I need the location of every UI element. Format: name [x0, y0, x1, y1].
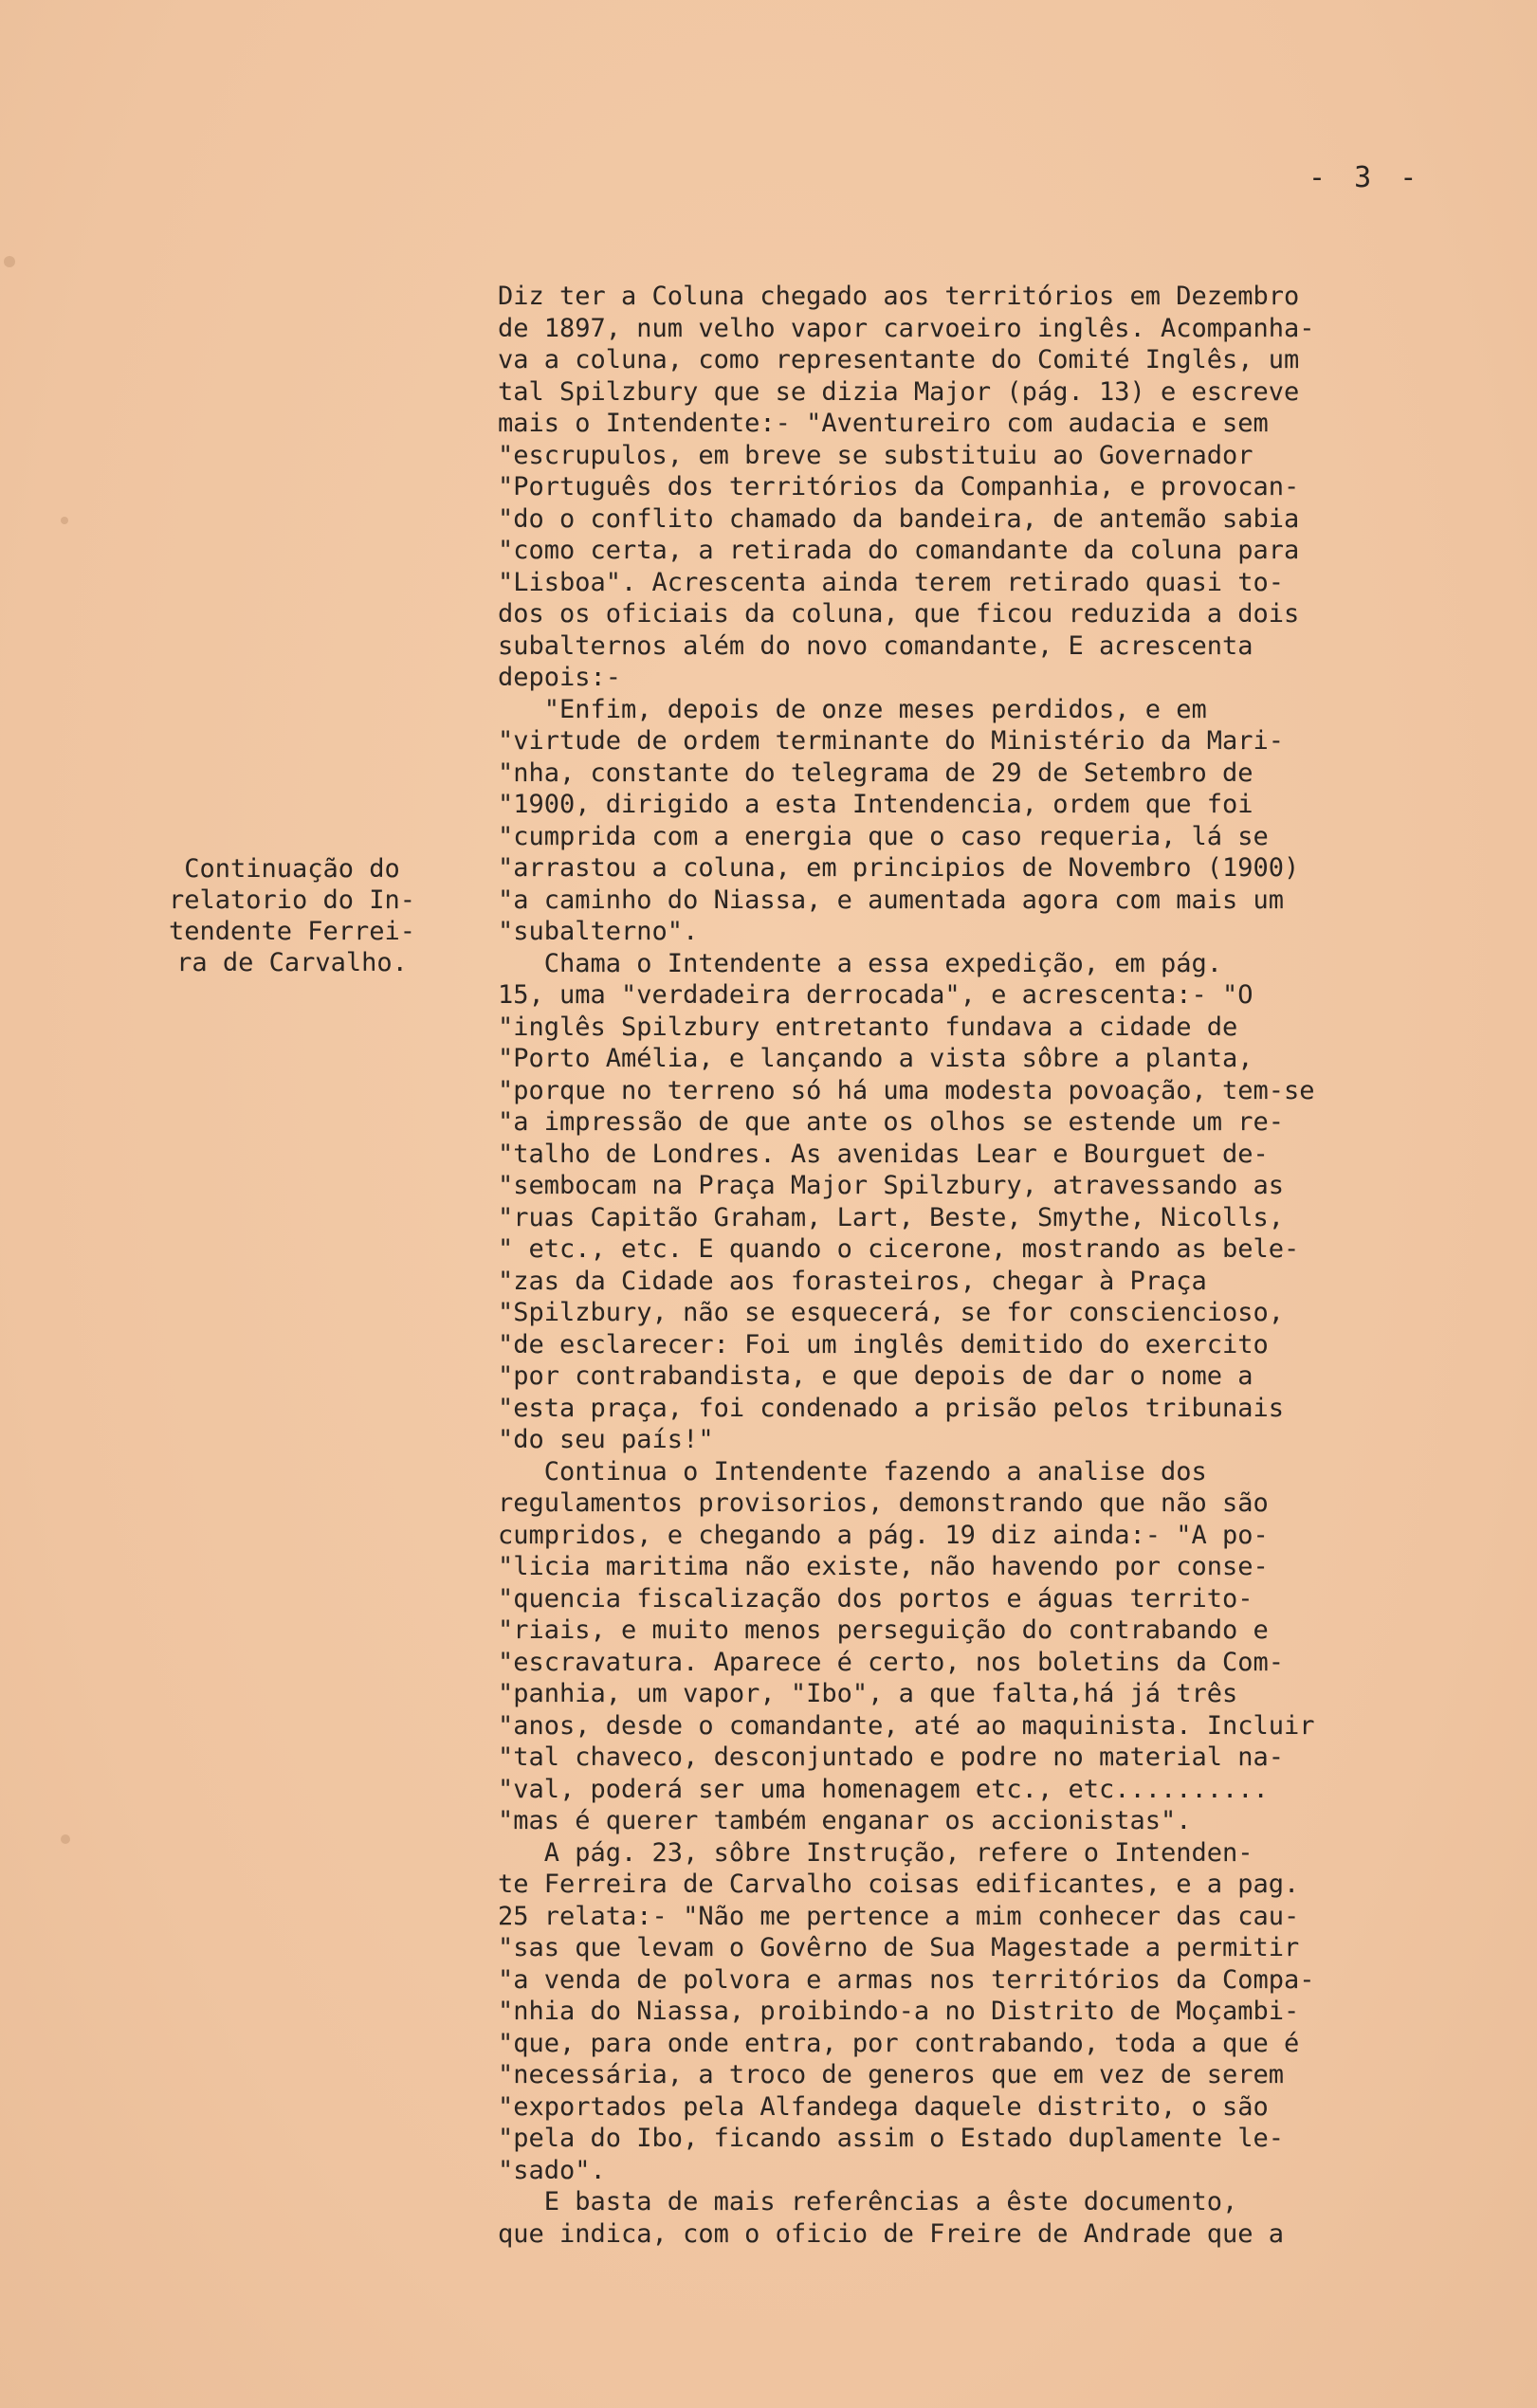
text-line: "por contrabandista, e que depois de dar o nome a — [498, 1361, 1253, 1391]
text-line: tal Spilzbury que se dizia Major (pág. 13) e escreve — [498, 376, 1300, 407]
text-line: "nha, constante do telegrama de 29 de Setembro de — [498, 757, 1253, 788]
text-line: 15, uma "verdadeira derrocada", e acrescenta:- "O — [498, 980, 1253, 1010]
text-line: "licia maritima não existe, não havendo por conse- — [498, 1552, 1269, 1581]
punch-hole-mark — [4, 256, 15, 267]
text-line: "Spilzbury, não se esquecerá, se for consciencioso, — [498, 1298, 1285, 1327]
text-line: regulamentos provisorios, demonstrando que não são — [498, 1488, 1269, 1518]
text-line: Chama o Intendente a essa expedição, em pág. — [498, 948, 1223, 978]
text-line: "esta praça, foi condenado a prisão pelos tribunais — [498, 1393, 1285, 1423]
text-line: "1900, dirigido a esta Intendencia, ordem que foi — [498, 790, 1253, 819]
text-line: 25 relata:- "Não me pertence a mim conhecer das cau- — [498, 1901, 1300, 1931]
text-line: "Porto Amélia, e lançando a vista sôbre a planta, — [498, 1044, 1253, 1073]
text-line: "ruas Capitão Graham, Lart, Beste, Smythe, Nicolls, — [498, 1202, 1285, 1232]
text-line: "de esclarecer: Foi um inglês demitido do exercito — [498, 1329, 1269, 1359]
text-line: "virtude de ordem terminante do Ministério da Mari- — [498, 726, 1285, 756]
text-line: "zas da Cidade aos forasteiros, chegar à Praça — [498, 1266, 1207, 1296]
text-line: "a venda de polvora e armas nos territórios da Compa- — [498, 1964, 1315, 1995]
text-line: "nhia do Niassa, proibindo-a no Distrito de Moçambi- — [498, 1997, 1300, 2026]
text-line: "que, para onde entra, por contrabando, toda a que é — [498, 2028, 1300, 2058]
punch-hole-mark — [61, 1834, 70, 1844]
page-number: - 3 - — [1308, 161, 1423, 194]
text-line: "Português dos territórios da Companhia, e provocan- — [498, 472, 1300, 502]
text-line: "Enfim, depois de onze meses perdidos, e em — [498, 694, 1207, 724]
text-line: "escrupulos, em breve se substituiu ao Governador — [498, 440, 1253, 470]
text-line: "cumprida com a energia que o caso requeria, lá se — [498, 821, 1269, 851]
text-line: de 1897, num velho vapor carvoeiro inglês. Acompanha- — [498, 313, 1315, 343]
text-line: "sas que levam o Govêrno de Sua Magestade a permitir — [498, 1933, 1300, 1962]
text-line: "do seu país!" — [498, 1425, 714, 1454]
punch-hole-mark — [61, 517, 68, 524]
text-line: "mas é querer também enganar os accionistas". — [498, 1806, 1192, 1835]
text-line: E basta de mais referências a êste documento, — [498, 2187, 1238, 2216]
text-line: "quencia fiscalização dos portos e águas territo- — [498, 1583, 1253, 1614]
text-line: A pág. 23, sôbre Instrução, refere o Intenden- — [498, 1837, 1253, 1868]
text-line: "riais, e muito menos perseguição do contrabando e — [498, 1615, 1269, 1645]
text-line: "sado". — [498, 2155, 606, 2185]
text-line: "escravatura. Aparece é certo, nos boletins da Com- — [498, 1647, 1285, 1677]
text-line: "subalterno". — [498, 917, 699, 946]
text-line: dos os oficiais da coluna, que ficou reduzida a dois — [498, 599, 1300, 629]
text-line: "anos, desde o comandante, até ao maquinista. Incluir — [498, 1710, 1315, 1741]
text-line: "arrastou a coluna, em principios de Novembro (1900) — [498, 853, 1300, 883]
body-text — [498, 281, 1503, 2250]
text-line: "porque no terreno só há uma modesta povoação, tem-se — [498, 1075, 1315, 1105]
text-line: Diz ter a Coluna chegado aos territórios em Dezembro — [498, 282, 1300, 311]
text-line: "a caminho do Niassa, e aumentada agora com mais um — [498, 885, 1285, 915]
text-line: "panhia, um vapor, "Ibo", a que falta,há já três — [498, 1679, 1238, 1708]
text-line: Continua o Intendente fazendo a analise dos — [498, 1456, 1207, 1487]
text-line: "como certa, a retirada do comandante da coluna para — [498, 536, 1300, 565]
text-line: va a coluna, como representante do Comité Inglês, um — [498, 345, 1300, 374]
text-line: "exportados pela Alfandega daquele distrito, o são — [498, 2091, 1269, 2122]
text-line: "a impressão de que ante os olhos se estende um re- — [498, 1107, 1285, 1137]
text-line: "val, poderá ser uma homenagem etc., etc.......... — [498, 1774, 1269, 1804]
text-line: "sembocam na Praça Major Spilzbury, atravessando as — [498, 1171, 1285, 1200]
text-line: cumpridos, e chegando a pág. 19 diz ainda:- "A po- — [498, 1520, 1269, 1550]
text-line: " etc., etc. E quando o cicerone, mostrando as bele- — [498, 1234, 1300, 1264]
text-line: mais o Intendente:- "Aventureiro com audacia e sem — [498, 409, 1269, 438]
margin-note: Continuação do relatorio do In- tendente Ferrei- ra de Carvalho. — [168, 854, 416, 977]
text-line: subalternos além do novo comandante, E acrescenta — [498, 630, 1253, 661]
text-line: "necessária, a troco de generos que em vez de serem — [498, 2060, 1285, 2089]
text-line: te Ferreira de Carvalho coisas edificantes, e a pag. — [498, 1870, 1300, 1899]
text-line: que indica, com o oficio de Freire de Andrade que a — [498, 2218, 1285, 2249]
text-line: "do o conflito chamado da bandeira, de antemão sabia — [498, 503, 1300, 534]
text-line: "Lisboa". Acrescenta ainda terem retirado quasi to- — [498, 567, 1285, 597]
text-line: depois:- — [498, 663, 622, 692]
text-line: "pela do Ibo, ficando assim o Estado duplamente le- — [498, 2124, 1285, 2153]
text-line: "tal chaveco, desconjuntado e podre no material na- — [498, 1742, 1285, 1772]
text-line: "talho de Londres. As avenidas Lear e Bourguet de- — [498, 1139, 1269, 1169]
text-line: "inglês Spilzbury entretanto fundava a cidade de — [498, 1012, 1238, 1042]
